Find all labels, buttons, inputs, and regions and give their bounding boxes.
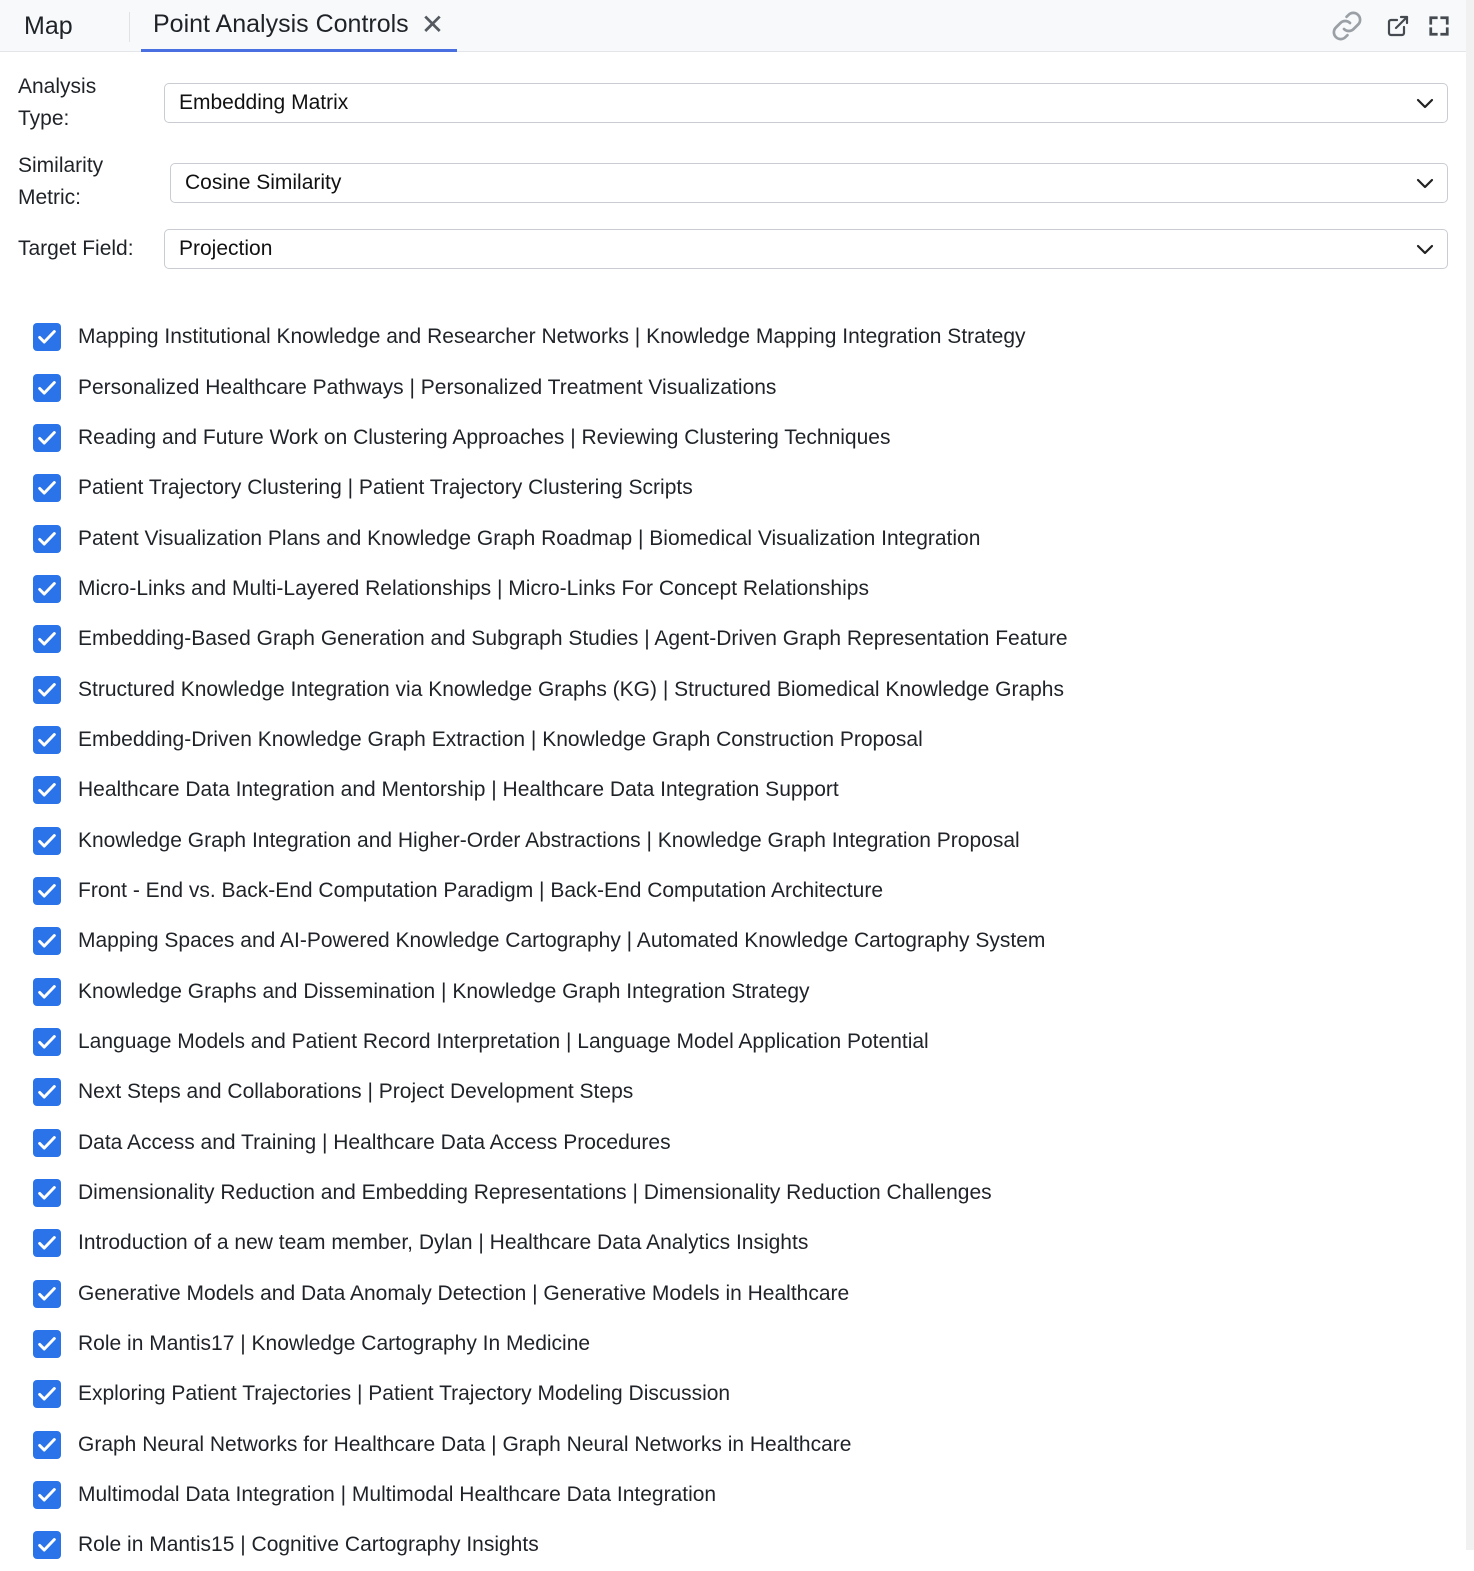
checkbox[interactable] [33, 877, 61, 905]
list-item[interactable] [33, 1470, 1453, 1520]
target-field-value: Projection [179, 237, 273, 260]
list-item[interactable] [33, 1118, 1453, 1168]
tab-point-analysis-controls[interactable] [141, 0, 457, 52]
list-item-label: Next Steps and Collaborations | Project Development Steps [78, 1080, 634, 1104]
list-item[interactable] [33, 1520, 1453, 1570]
checkmark-icon [36, 1534, 58, 1556]
checkbox[interactable] [33, 776, 61, 804]
tab-map-label: Map [24, 11, 73, 40]
similarity-metric-value: Cosine Similarity [185, 171, 342, 194]
close-icon[interactable]: ✕ [420, 8, 445, 40]
list-item-label: Embedding-Based Graph Generation and Subgraph Studies | Agent-Driven Graph Representation Feature [78, 627, 1068, 651]
list-item-label: Role in Mantis15 | Cognitive Cartography Insights [78, 1533, 539, 1557]
list-item[interactable] [33, 815, 1453, 865]
list-item-label: Data Access and Training | Healthcare Data Access Procedures [78, 1130, 671, 1154]
list-item-label: Knowledge Graph Integration and Higher-Order Abstractions | Knowledge Graph Integration Proposal [78, 828, 1020, 852]
checkmark-icon [36, 477, 58, 499]
list-item[interactable] [33, 664, 1453, 714]
checkbox[interactable] [33, 1531, 61, 1559]
list-item-label: Introduction of a new team member, Dylan | Healthcare Data Analytics Insights [78, 1231, 809, 1255]
checkmark-icon [36, 427, 58, 449]
checkbox[interactable] [33, 978, 61, 1006]
checkmark-icon [36, 1283, 58, 1305]
checkmark-icon [36, 628, 58, 650]
list-item[interactable] [33, 715, 1453, 765]
checkmark-icon [36, 679, 58, 701]
checkmark-icon [36, 1081, 58, 1103]
list-item-label: Reading and Future Work on Clustering Approaches | Reviewing Clustering Techniques [78, 425, 891, 449]
list-item[interactable] [33, 564, 1453, 614]
checkbox[interactable] [33, 1229, 61, 1257]
checkmark-icon [36, 729, 58, 751]
tab-divider [129, 12, 130, 42]
checkmark-icon [36, 1434, 58, 1456]
list-item[interactable] [33, 866, 1453, 916]
checkbox[interactable] [33, 1280, 61, 1308]
checkbox[interactable] [33, 1330, 61, 1358]
checkmark-icon [36, 880, 58, 902]
checkmark-icon [36, 1182, 58, 1204]
checkbox[interactable] [33, 1380, 61, 1408]
similarity-metric-label: Similarity Metric: [18, 154, 104, 209]
chevron-down-icon [1415, 173, 1435, 193]
list-item-label: Exploring Patient Trajectories | Patient Trajectory Modeling Discussion [78, 1382, 731, 1406]
checkbox[interactable] [33, 625, 61, 653]
checkbox[interactable] [33, 323, 61, 351]
analysis-type-select[interactable] [164, 83, 1448, 123]
list-item-label: Role in Mantis17 | Knowledge Cartography In Medicine [78, 1332, 591, 1356]
tab-map[interactable] [24, 0, 73, 52]
checkbox[interactable] [33, 474, 61, 502]
fullscreen-icon[interactable] [1426, 8, 1452, 44]
list-item[interactable] [33, 1369, 1453, 1419]
list-item[interactable] [33, 916, 1453, 966]
list-item-label: Micro-Links and Multi-Layered Relationships | Micro-Links For Concept Relationships [78, 576, 869, 600]
chevron-down-icon [1415, 239, 1435, 259]
list-item-label: Mapping Spaces and AI-Powered Knowledge Cartography | Automated Knowledge Cartography System [78, 929, 1046, 953]
checkmark-icon [36, 326, 58, 348]
checkmark-icon [36, 528, 58, 550]
checkbox[interactable] [33, 1129, 61, 1157]
target-field-select[interactable] [164, 229, 1448, 269]
checkbox[interactable] [33, 827, 61, 855]
list-item-label: Front - End vs. Back-End Computation Paradigm | Back-End Computation Architecture [78, 878, 883, 902]
list-item[interactable] [33, 1420, 1453, 1470]
checkmark-icon [36, 779, 58, 801]
list-item-label: Multimodal Data Integration | Multimodal Healthcare Data Integration [78, 1483, 717, 1507]
list-item[interactable] [33, 966, 1453, 1016]
list-item-label: Patent Visualization Plans and Knowledge Graph Roadmap | Biomedical Visualization Integration [78, 526, 981, 550]
list-item-label: Structured Knowledge Integration via Knowledge Graphs (KG) | Structured Biomedical Knowledge Graphs [78, 677, 1064, 701]
checkmark-icon [36, 1383, 58, 1405]
checkmark-icon [36, 1232, 58, 1254]
list-item[interactable] [33, 765, 1453, 815]
similarity-metric-select[interactable] [170, 163, 1448, 203]
analysis-type-value: Embedding Matrix [179, 91, 349, 114]
analysis-type-label: Analysis Type: [18, 75, 97, 130]
checkbox[interactable] [33, 726, 61, 754]
list-item-label: Dimensionality Reduction and Embedding Representations | Dimensionality Reduction Challenges [78, 1181, 992, 1205]
list-item-label: Personalized Healthcare Pathways | Personalized Treatment Visualizations [78, 375, 777, 399]
target-field-label: Target Field: [18, 237, 134, 260]
list-item[interactable] [33, 1067, 1453, 1117]
checkbox[interactable] [33, 1481, 61, 1509]
cluster-checkbox-list [33, 312, 1453, 1571]
tab-bar [0, 0, 1466, 52]
checkbox[interactable] [33, 1078, 61, 1106]
checkbox[interactable] [33, 1431, 61, 1459]
checkmark-icon [36, 981, 58, 1003]
list-item-label: Embedding-Driven Knowledge Graph Extraction | Knowledge Graph Construction Proposal [78, 727, 923, 751]
checkbox[interactable] [33, 374, 61, 402]
checkbox[interactable] [33, 575, 61, 603]
checkmark-icon [36, 377, 58, 399]
list-item-label: Healthcare Data Integration and Mentorship | Healthcare Data Integration Support [78, 778, 839, 802]
list-item-label: Knowledge Graphs and Dissemination | Knowledge Graph Integration Strategy [78, 979, 810, 1003]
list-item-label: Mapping Institutional Knowledge and Researcher Networks | Knowledge Mapping Integration Strategy [78, 325, 1026, 349]
checkbox[interactable] [33, 1028, 61, 1056]
scrollbar[interactable] [1466, 0, 1474, 1550]
list-item-label: Language Models and Patient Record Interpretation | Language Model Application Potential [78, 1029, 929, 1053]
list-item-label: Patient Trajectory Clustering | Patient Trajectory Clustering Scripts [78, 476, 693, 500]
list-item-label: Generative Models and Data Anomaly Detection | Generative Models in Healthcare [78, 1281, 850, 1305]
list-item[interactable] [33, 362, 1453, 412]
list-item[interactable] [33, 1168, 1453, 1218]
checkmark-icon [36, 578, 58, 600]
list-item-label: Graph Neural Networks for Healthcare Data | Graph Neural Networks in Healthcare [78, 1432, 852, 1456]
list-item[interactable] [33, 614, 1453, 664]
checkbox[interactable] [33, 927, 61, 955]
link-icon[interactable] [1328, 8, 1366, 44]
list-item[interactable] [33, 413, 1453, 463]
checkmark-icon [36, 1132, 58, 1154]
list-item[interactable] [33, 513, 1453, 563]
list-item[interactable] [33, 1218, 1453, 1268]
tab-point-analysis-controls-label: Point Analysis Controls [153, 10, 409, 38]
checkmark-icon [36, 1031, 58, 1053]
external-link-icon[interactable] [1384, 8, 1412, 44]
list-item[interactable] [33, 1319, 1453, 1369]
checkmark-icon [36, 830, 58, 852]
list-item[interactable] [33, 1017, 1453, 1067]
checkbox[interactable] [33, 424, 61, 452]
list-item[interactable] [33, 312, 1453, 362]
list-item[interactable] [33, 463, 1453, 513]
checkbox[interactable] [33, 1179, 61, 1207]
checkmark-icon [36, 1484, 58, 1506]
checkbox[interactable] [33, 676, 61, 704]
checkmark-icon [36, 930, 58, 952]
list-item[interactable] [33, 1269, 1453, 1319]
checkbox[interactable] [33, 525, 61, 553]
chevron-down-icon [1415, 93, 1435, 113]
checkmark-icon [36, 1333, 58, 1355]
